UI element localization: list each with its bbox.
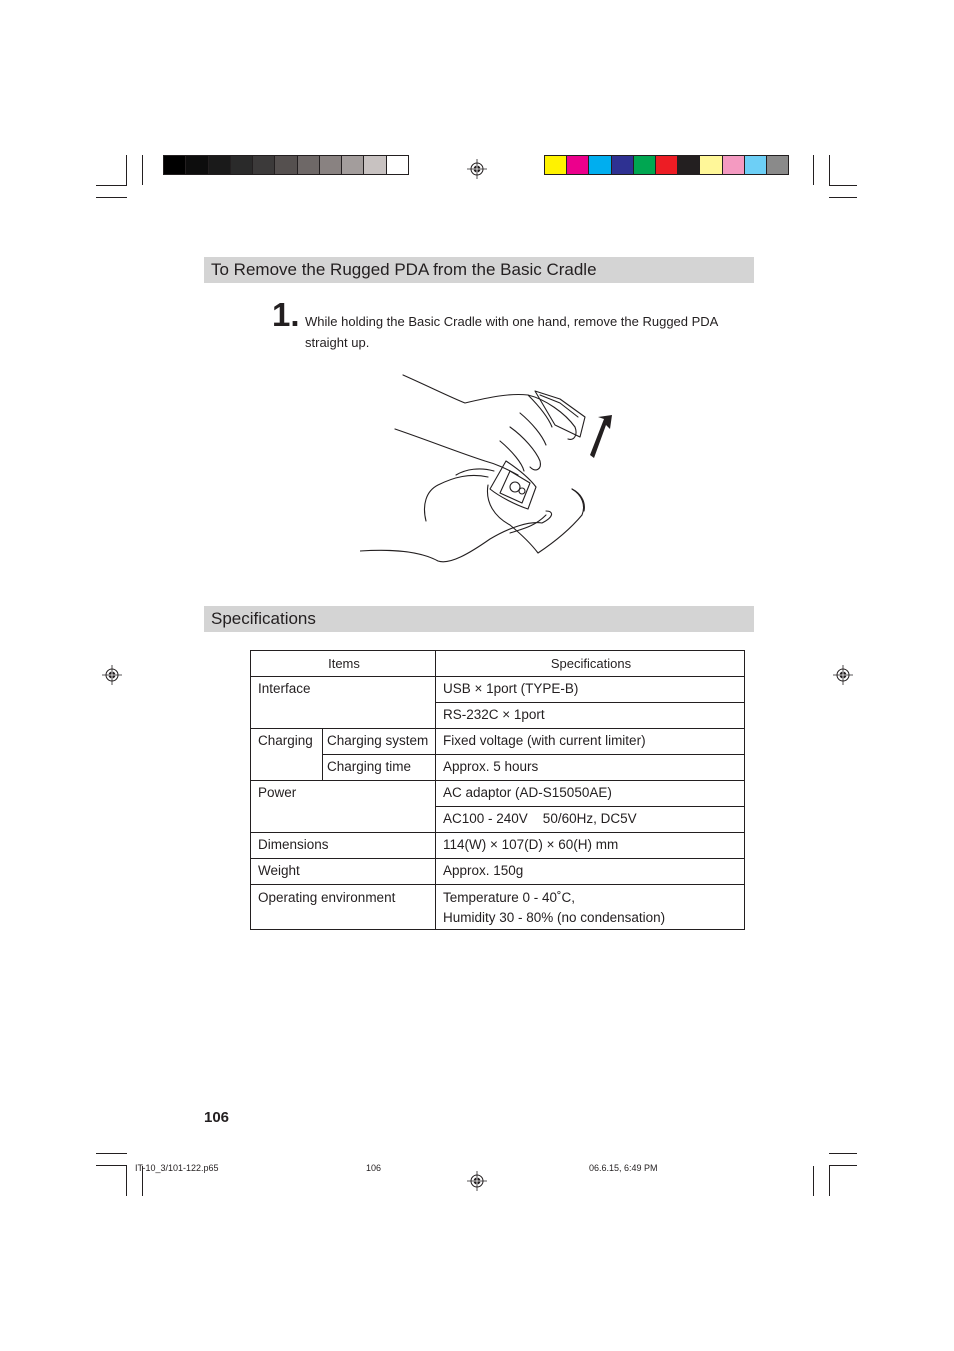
header-specifications: Specifications (436, 651, 745, 677)
specifications-table (250, 650, 745, 930)
table-row (251, 677, 745, 703)
color-swatch (387, 156, 408, 174)
registration-mark-icon (833, 665, 853, 685)
item-charging-time: Charging time (323, 755, 436, 781)
table-row (251, 781, 745, 807)
color-swatch (656, 156, 678, 174)
item-interface: Interface (251, 677, 436, 729)
table-row (251, 859, 745, 885)
item-dimensions: Dimensions (251, 833, 436, 859)
slug-page: 106 (366, 1163, 382, 1173)
table-row (251, 755, 745, 781)
color-swatch (723, 156, 745, 174)
item-power: Power (251, 781, 436, 833)
remove-pda-illustration (360, 365, 630, 575)
spec-value: 114(W) × 107(D) × 60(H) mm (436, 833, 745, 859)
spec-value: RS-232C × 1port (436, 703, 745, 729)
color-swatch (164, 156, 186, 174)
color-swatch (567, 156, 589, 174)
item-charging-system: Charging system (323, 729, 436, 755)
color-swatch (700, 156, 722, 174)
color-swatch (342, 156, 364, 174)
item-charging: Charging (251, 729, 323, 781)
registration-mark-icon (467, 159, 487, 179)
spec-value: Approx. 150g (436, 859, 745, 885)
color-swatch (612, 156, 634, 174)
registration-mark-icon (467, 1171, 487, 1191)
color-swatch (634, 156, 656, 174)
section-heading-specifications: Specifications (204, 606, 754, 632)
spec-value: AC adaptor (AD-S15050AE) (436, 781, 745, 807)
color-swatch (186, 156, 208, 174)
color-swatch (545, 156, 567, 174)
item-weight: Weight (251, 859, 436, 885)
color-swatch (745, 156, 767, 174)
table-row (251, 833, 745, 859)
color-swatch (253, 156, 275, 174)
color-swatch (298, 156, 320, 174)
slug-timestamp: 06.6.15, 6:49 PM (589, 1163, 658, 1173)
step-number: 1. (272, 296, 300, 333)
color-swatch (209, 156, 231, 174)
table-row (251, 885, 745, 930)
header-items: Items (251, 651, 436, 677)
environment-temperature: Temperature 0 - 40˚C, (443, 890, 576, 905)
process-color-bar (544, 155, 789, 175)
table-header-row (251, 651, 745, 677)
slug-file: IT-10_3/101-122.p65 (135, 1163, 219, 1173)
environment-humidity: Humidity 30 - 80% (no condensation) (443, 910, 666, 925)
step-instruction: While holding the Basic Cradle with one hand, remove the Rugged PDA straight up. (305, 314, 718, 350)
color-swatch (231, 156, 253, 174)
registration-mark-icon (102, 665, 122, 685)
spec-value: AC100 - 240V 50/60Hz, DC5V (436, 807, 745, 833)
spec-value: USB × 1port (TYPE-B) (436, 677, 745, 703)
color-swatch (589, 156, 611, 174)
color-swatch (678, 156, 700, 174)
table-row (251, 729, 745, 755)
section-heading-remove-pda: To Remove the Rugged PDA from the Basic Cradle (204, 257, 754, 283)
spec-value: Fixed voltage (with current limiter) (436, 729, 745, 755)
spec-value: Approx. 5 hours (436, 755, 745, 781)
item-operating-environment: Operating environment (251, 885, 436, 930)
spec-value (436, 885, 745, 930)
color-swatch (767, 156, 788, 174)
color-swatch (275, 156, 297, 174)
page-number: 106 (204, 1109, 230, 1126)
color-swatch (364, 156, 386, 174)
gray-color-bar (163, 155, 409, 175)
color-swatch (320, 156, 342, 174)
